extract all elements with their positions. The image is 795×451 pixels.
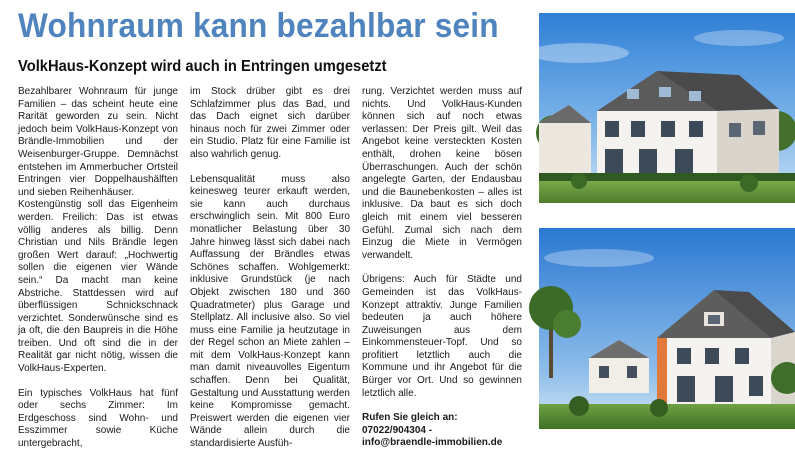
article-headline: Wohnraum kann bezahlbar sein [18,7,499,45]
paragraph: im Stock drüber gibt es drei Schlafzimmer plus das Bad, und das Dach eignet sich darüber hinaus noch für zwei Zimmer oder ein Studio. Platz für eine Familie ist also wahrlich genug. [190,86,350,160]
contact-info [362,412,522,450]
article-subheadline: VolkHaus-Konzept wird auch in Entringen umgesetzt [18,58,387,75]
semidetached-illustration [539,228,795,429]
article-column-1 [18,86,178,451]
photo-semidetached [539,228,795,429]
paragraph: Lebensqualität muss also keinesweg teurer erkauft werden, sie kann auch durchaus erschwinglich sein. Mit 800 Euro monatlicher Belastung über 30 Jahre hinweg lässt sich dabei nach Auffassung der Brändles etwas Schönes schaffen. Wohlgemerkt: inklusive Grundstück (je nach Objekt zwischen 180 und 360 Quadratmeter) plus Garage und Stellplatz. All inclusive also. So viel muss eine Familie ja heutzutage in der Regel schon an Miete zahlen – mit dem VolkHaus-Konzept kann man damit niveauvolles Eigentum schaffen. Denn bei Qualität, Gestaltung und Ausstattung werden keine Kompromisse gemacht. Preiswert werden die eigenen vier Wände allein durch die standardisierte Ausfüh- [190,173,350,450]
paragraph: Bezahlbarer Wohnraum für junge Familien – das scheint heute eine Rarität geworden zu sein. Nicht jedoch beim VolkHaus-Konzept von Brändle-Immobilien und der Weisenburger-Gruppe. Demnächst entstehen im Ammerbucher Ortsteil Entringen vier Doppelhaushälften und sieben Reihenhäuser. [18,86,178,198]
paragraph: rung. Verzichtet werden muss auf nichts. Und VolkHaus-Kunden können sich auf noch etwas verlassen: Der Preis gilt. Weil das Angebot keine versteckten Kosten enthält, drohen keine bösen Überraschungen. Auch der schön angelegte Garten, der Endausbau und die Baunebenkosten – alles ist inklusive. Da baut es sich doch gleich mit einem viel besseren Gefühl. Zumal sich nach dem Einzug die Miete in Vermögen verwandelt. [362,86,522,261]
paragraph: Ein typisches VolkHaus hat fünf oder sechs Zimmer: Im Erdgeschoss sind Wohn- und Esszimmer sowie Küche untergebracht, [18,387,178,450]
article-column-2 [190,86,350,451]
contact-phone: Rufen Sie gleich an: 07022/904304 - [362,412,458,436]
article-column-3 [362,86,522,450]
photo-rowhouses [539,13,795,203]
rowhouses-illustration [539,13,795,203]
paragraph: Kostengünstig soll das Eigenheim werden. Freilich: Das ist etwas völlig anderes als billig. Denn Christian und Nils Brändle legen großen Wert darauf: „Hochwertig sollen die eigenen vier Wände sein.“ Da macht man keine Abstriche. Stattdessen wird auf überflüssigen Schnickschnack verzichtet. Sonderwünsche sind es ja oft, die den Baupreis in die Höhe treiben. Und oft sind die in der Realität gar nicht nötig, wissen die VolkHaus-Experten. [18,199,178,375]
contact-email: info@braendle-immobilien.de [362,437,503,449]
paragraph: Übrigens: Auch für Städte und Gemeinden ist das VolkHaus-Konzept attraktiv. Junge Familien bedeuten ja auch höhere Zuweisungen aus dem Einkommensteuer-Topf. Und so profitiert letztlich auch die Kommune und ihr Angebot für die Bürger vor Ort. Und so gewinnen letztlich alle. [362,274,522,399]
